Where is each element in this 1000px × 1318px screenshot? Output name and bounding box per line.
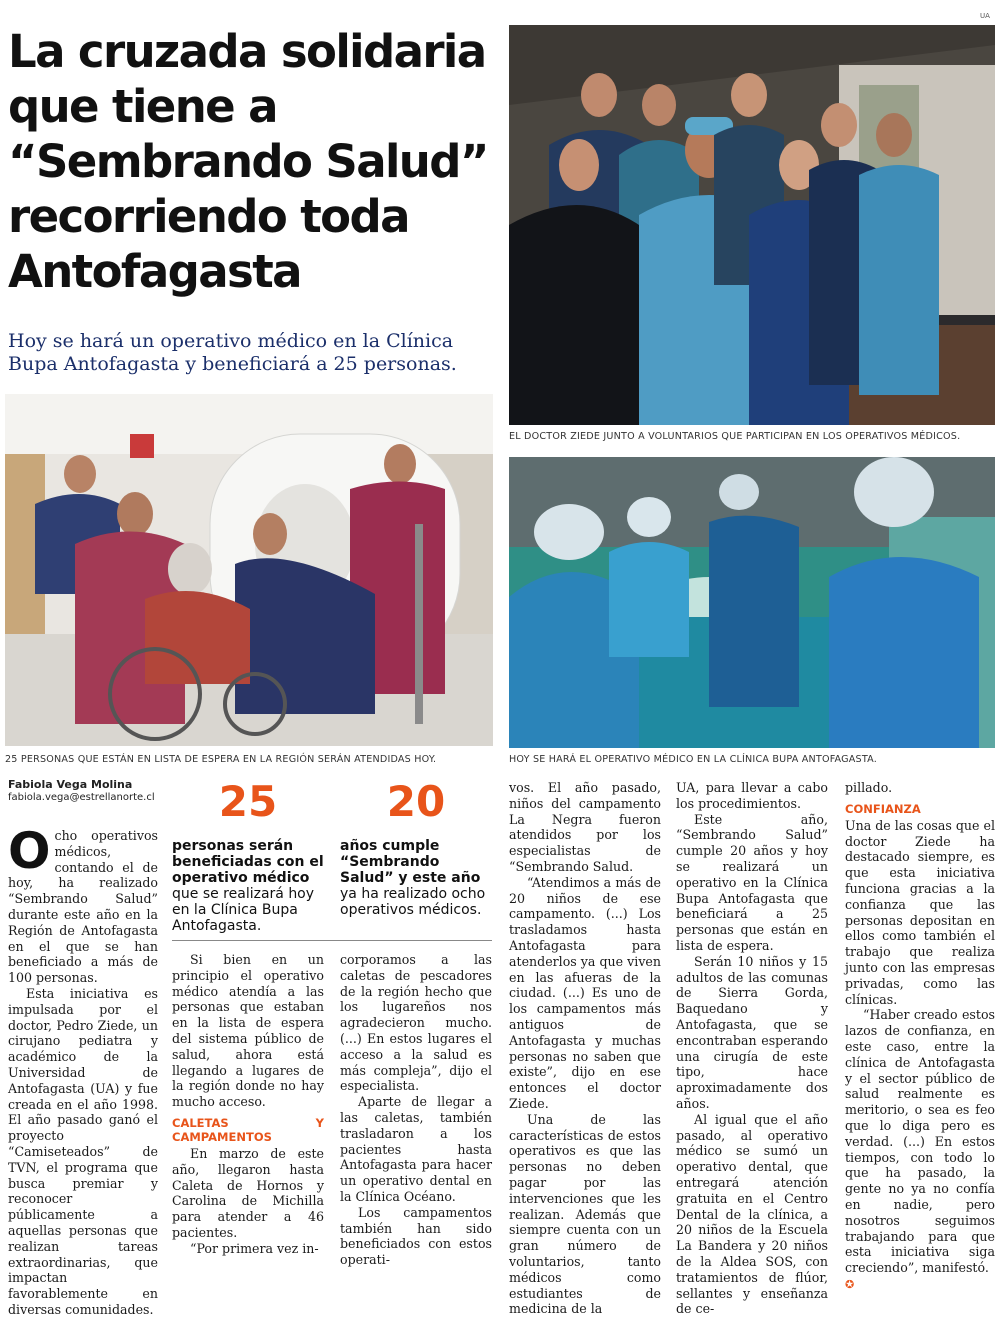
- stat-box-20: [340, 777, 492, 918]
- stat-box-25: [172, 777, 324, 934]
- stat-text: años cumple “Sembrando Salud” y este año ya ha realizado ocho operativos médicos.: [340, 838, 486, 918]
- section-badge: UA: [980, 12, 990, 20]
- group-photo: [509, 25, 995, 425]
- author-email: fabiola.vega@estrellanorte.cl: [8, 792, 155, 803]
- stat-divider: [172, 940, 492, 941]
- stat-number: 25: [218, 777, 278, 826]
- surgery-photo: [509, 457, 995, 748]
- article-column-2: Si bien en un principio el operativo médico atendía a las personas que estaban en la lista de espera del sistema público de salud, ahora está llegando a lugares de la región donde no hay mucho acceso. CALETAS Y CAMPAMENTOS En marzo de este año, llegaron hasta Caleta de Hornos y Carolina de Michilla para atender a 46 pacientes. “Por primera vez in-: [172, 952, 324, 1256]
- article-column-5: UA, para llevar a cabo los procedimientos. Este año, “Sembrando Salud” cumple 20 años y hoy se realizará un operativo en la Clínica Bupa Antofagasta que beneficiará a 25 personas que están en lista de espera. Serán 10 niños y 15 adultos de las comunas de Sierra Gorda, Baquedano y Antofagasta, que se encontraban esperando una cirugía de este tipo, hace aproximadamente dos años. Al igual que el año pasado, al operativo médico se sumó un operativo dental, que entregará atención gratuita en el Centro Dental de la clínica, a 20 niños de la Escuela La Bandera y 20 niños de la Aldea SOS, con tratamientos de flúor, sellantes y enseñanza de ce-: [676, 780, 828, 1317]
- drop-cap: O: [8, 822, 51, 880]
- headline: La cruzada solidaria que tiene a “Sembrando Salud” recorriendo toda Antofagasta: [8, 25, 488, 298]
- article-column-3: corporamos a las caletas de pescadores de la región hecho que los lugareños nos agradecieron mucho. (...) En estos lugares el acceso a la salud es más compleja”, dijo el especialista. Aparte de llegar a las caletas, también trasladaron a los pacientes hasta Antofagasta para hacer un operativo dental en la Clínica Océano. Los campamentos también han sido beneficiados con estos operati-: [340, 952, 492, 1268]
- author-name: Fabiola Vega Molina: [8, 778, 133, 791]
- surgery-photo-caption: HOY SE HARÁ EL OPERATIVO MÉDICO EN LA CLÍNICA BUPA ANTOFAGASTA.: [509, 754, 877, 765]
- stat-number: 20: [386, 777, 446, 826]
- subheadline: Hoy se hará un operativo médico en la Clínica Bupa Antofagasta y beneficiará a 25 personas.: [8, 330, 457, 375]
- end-mark-icon: ✪: [845, 1277, 855, 1291]
- subheading-confianza: CONFIANZA: [845, 801, 921, 816]
- article-column-4: vos. El año pasado, niños del campamento La Negra fueron atendidos por los especialistas de “Sembrando Salud. “Atendimos a más de 20 niños de ese campamento. (...) Los trasladamos hasta Antofagasta para atenderlos ya que viven en las afueras de la ciudad. (...) Es uno de los campamentos más antiguos de Antofagasta y muchas personas no saben que existe”, dijo en ese entonces el doctor Ziede. Una de las características de estos operativos es que las personas no deben pagar por las intervenciones que les realizan. Además que siempre cuenta con un gran número de voluntarios, tanto médicos como estudiantes de medicina de la: [509, 780, 661, 1317]
- scanner-photo: [5, 394, 493, 746]
- article-column-6: pillado. CONFIANZA Una de las cosas que el doctor Ziede ha destacado siempre, es que esta iniciativa funciona gracias a la confianza que las personas depositan en ellos como también el trabajo que realiza junto con las empresas privadas, como las clínicas. “Haber creado estos lazos de confianza, en este caso, entre la clínica de Antofagasta y el sector público de salud realmente es meritorio, o sea es feo que lo diga pero es verdad. (...) En estos tiempos, con todo lo que ha pasado, la gente no ya no confía en nadie, pero nosotros seguimos trabajando para que esta iniciativa siga creciendo”, manifestó. ✪: [845, 780, 995, 1291]
- subheading-caletas: CALETAS Y CAMPAMENTOS: [172, 1115, 324, 1144]
- stat-text: personas serán beneficiadas con el operativo médico que se realizará hoy en la Clínica Bupa Antofagasta.: [172, 838, 324, 934]
- article-column-1: O cho operativos médicos, contando el de hoy, ha realizado “Sembrando Salud” durante este año en la Región de Antofagasta en el que se han beneficiado a más de 100 personas. Esta iniciativa es impulsada por el doctor, Pedro Ziede, un cirujano pediatra y académico de la Universidad de Antofagasta (UA) y fue creada en el año 1998. El año pasado ganó el proyecto “Camiseteados” de TVN, el programa que busca premiar y reconocer públicamente a aquellas personas que realizan tareas extraordinarias, que impactan favorablemente en diversas comunidades.: [8, 822, 158, 1317]
- scanner-photo-caption: 25 PERSONAS QUE ESTÁN EN LISTA DE ESPERA EN LA REGIÓN SERÁN ATENDIDAS HOY.: [5, 754, 437, 765]
- group-photo-caption: EL DOCTOR ZIEDE JUNTO A VOLUNTARIOS QUE PARTICIPAN EN LOS OPERATIVOS MÉDICOS.: [509, 431, 961, 442]
